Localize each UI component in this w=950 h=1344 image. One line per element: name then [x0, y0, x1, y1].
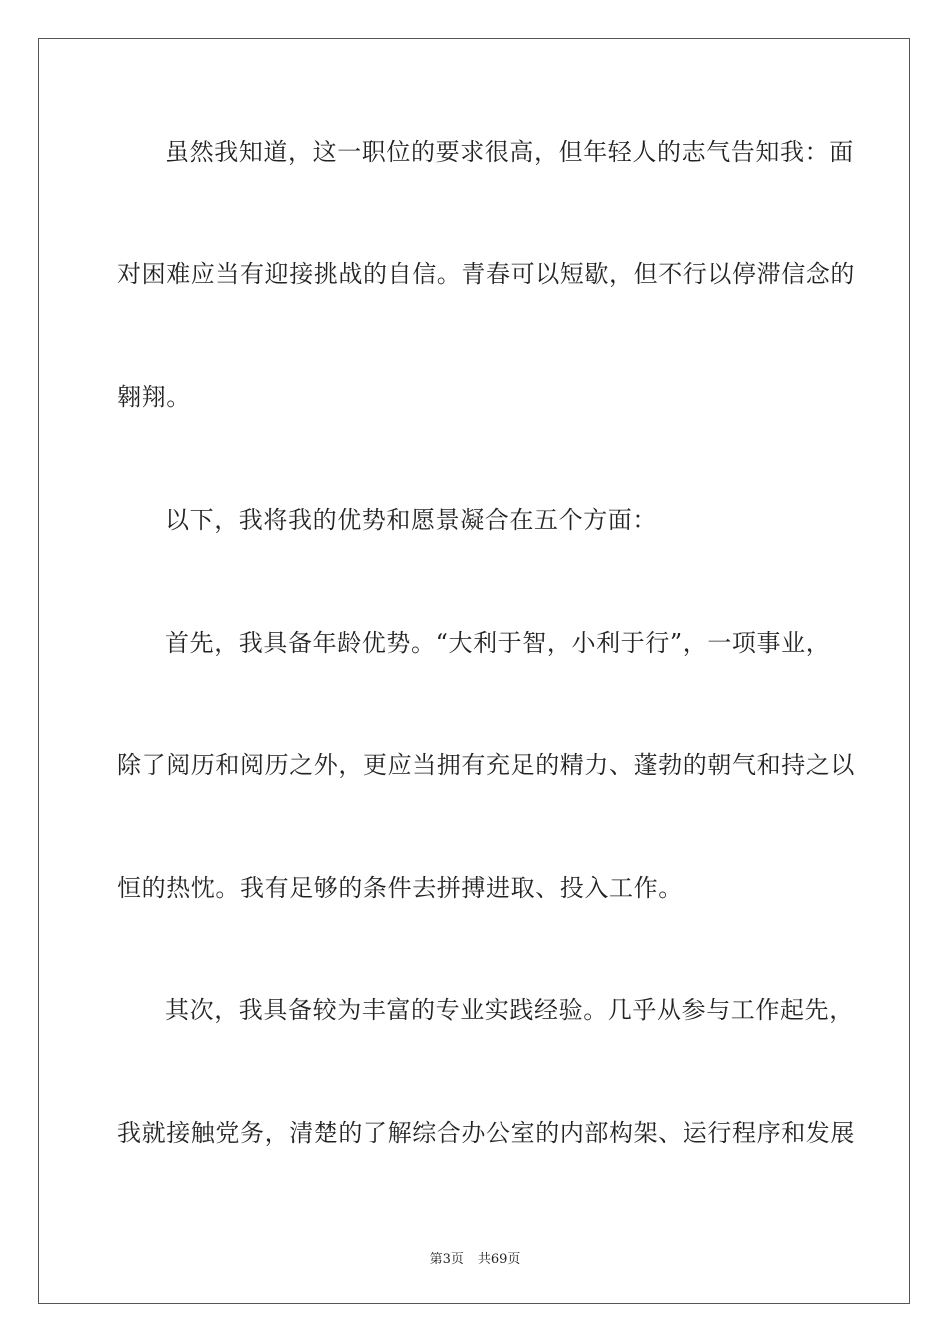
page-frame	[38, 38, 910, 1304]
paragraph-line: 对困难应当有迎接挑战的自信。青春可以短歇，但不行以停滞信念的	[117, 260, 855, 288]
paragraph-line: 除了阅历和阅历之外，更应当拥有充足的精力、蓬勃的朝气和持之以	[117, 751, 855, 779]
page-total: 共69页	[477, 1252, 521, 1267]
paragraph-line: 首先，我具备年龄优势。“大利于智，小利于行”，一项事业，	[165, 629, 831, 657]
paragraph-line: 我就接触党务，清楚的了解综合办公室的内部构架、运行程序和发展	[117, 1119, 855, 1147]
paragraph-line: 恒的热忱。我有足够的条件去拼搏进取、投入工作。	[117, 874, 683, 902]
page-number: 第3页	[429, 1252, 464, 1267]
paragraph-line: 其次，我具备较为丰富的专业实践经验。几乎从参与工作起先，	[165, 996, 854, 1024]
paragraph-line: 虽然我知道，这一职位的要求很高，但年轻人的志气告知我：面	[165, 138, 854, 166]
page-footer	[0, 1248, 950, 1267]
paragraph-line: 以下，我将我的优势和愿景凝合在五个方面：	[165, 506, 657, 534]
paragraph-line: 翱翔。	[117, 383, 191, 411]
